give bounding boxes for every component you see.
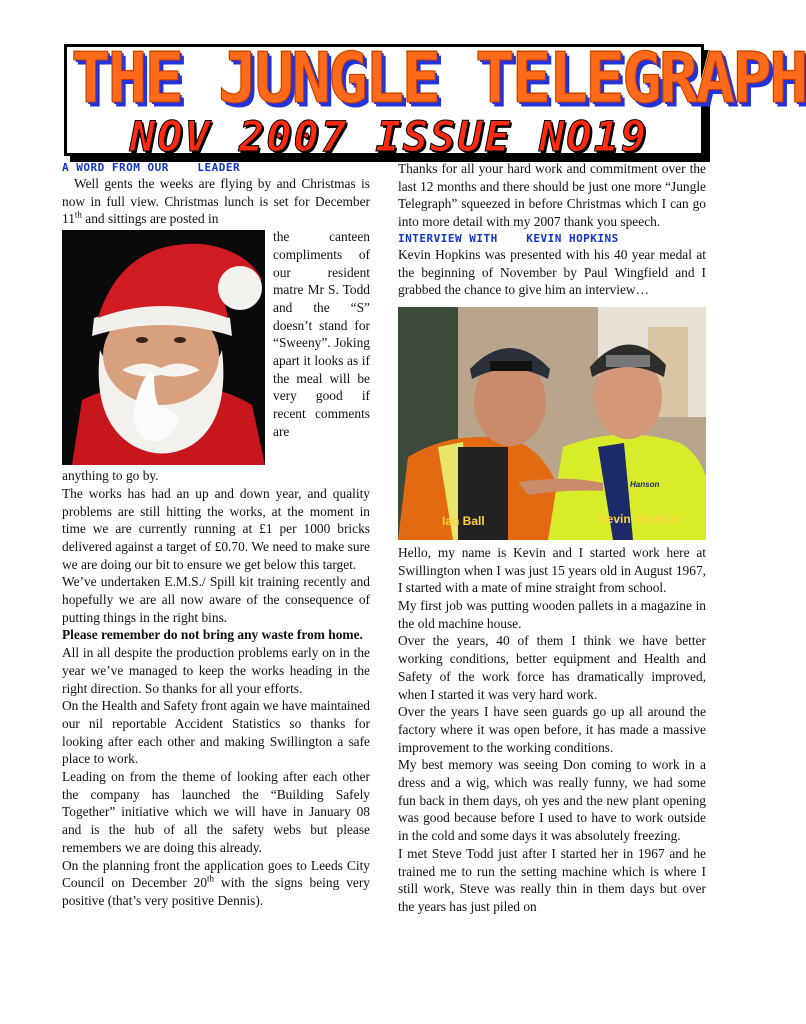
thanks-paragraph: Thanks for all your hard work and commitment over the last 12 months and there should be just one more “Jungle Telegraph” squeezed in before Christmas which I can go into more detail with my 2007 thank you speech.	[398, 161, 706, 230]
leader-heading: A WORD FROM OUR LEADER	[62, 161, 241, 174]
leader-wrap-text: the canteen compliments of our resident matre Mr S. Todd and the “S” doesn’t stand for “Sweeny”. Joking apart it looks as if the meal will be very good if recent comments are	[273, 229, 370, 439]
leader-intro	[62, 175, 370, 228]
interview-photo	[398, 307, 706, 540]
leader-after-image: anything to go by.	[62, 468, 159, 484]
waste-notice: Please remember do not bring any waste from home.	[62, 627, 363, 643]
left-column	[62, 160, 370, 910]
right-column	[398, 160, 706, 916]
planning-sup: th	[207, 873, 215, 884]
leader-paragraph: Leading on from the theme of looking after each other the company has launched the “Building Safely Together” initiative which we will have in January 08 and is the hub of all the safety webs but please remembers we are doing this already.	[62, 769, 370, 855]
planning-paragraph	[62, 857, 370, 910]
leader-intro-tail: and sittings are posted in	[81, 211, 219, 227]
photo-label-right: Kevin Hopkins	[598, 511, 682, 526]
leader-paragraph: All in all despite the production problems early on in the year we’ve managed to keep the works heading in the right direction. So thanks for all your efforts.	[62, 645, 370, 696]
masthead	[64, 38, 806, 161]
leader-paragraph: We’ve undertaken E.M.S./ Spill kit training recently and hopefully we are all now aware of the consequence of putting things in the right bins.	[62, 574, 370, 625]
interview-paragraph: Hello, my name is Kevin and I started work here at Swillington when I was just 15 years old in August 1967, I started with a mate of mine straight from school.	[398, 544, 706, 596]
interview-paragraph: I met Steve Todd just after I started her in 1967 and he trained me to run the setting machine which is where I still work, Steve was really thin in them days but over the years has just piled on	[398, 845, 706, 914]
leader-intro-text: Well gents the weeks are flying by and Christmas is now in full view. Christmas lunch is set for December 11	[62, 176, 370, 227]
santa-photo	[62, 230, 265, 465]
leader-paragraph: The works has had an up and down year, and quality problems are still hitting the works, at the moment in time we are currently running at £1 per 1000 bricks delivered against a target of £0.70. We need to make sure we are doing our bit to ensure we get below this target.	[62, 485, 370, 572]
newsletter-title: THE JUNGLE TELEGRAPH	[71, 38, 806, 119]
interview-heading: INTERVIEW WITH KEVIN HOPKINS	[398, 231, 619, 245]
interview-paragraph: My best memory was seeing Don coming to work in a dress and a wig, which was really funny, we had some fun back in them days, oh yes and the new plant opening was good because before I used to have to work outside in the cold and some days it was absolutely freezing.	[398, 757, 706, 844]
planning-text: On the planning front the application goes to Leeds City Council on December 20	[62, 857, 370, 891]
interview-paragraph: Over the years, 40 of them I think we have better working conditions, better equipment and Health and Safety of the work force has dramatically improved, when I started it was very hard work.	[398, 633, 706, 702]
leader-paragraph: On the Health and Safety front again we have maintained our nil reportable Accident Statistics so thanks for looking after each other and making Swillington a safe place to work.	[62, 698, 370, 767]
interview-paragraph: My first job was putting wooden pallets in a magazine in the old machine house.	[398, 598, 706, 631]
leader-intro-sup: th	[74, 209, 82, 220]
issue-line: NOV 2007 ISSUE NO19	[129, 112, 649, 161]
interview-paragraph: Over the years I have seen guards go up all around the factory where it was open before, it has made a massive improvement to the working conditions.	[398, 704, 706, 755]
interview-intro: Kevin Hopkins was presented with his 40 year medal at the beginning of November by Paul Wingfield and I grabbed the chance to give him an interview…	[398, 246, 706, 298]
planning-tail: with the signs being very positive (that’s very positive Dennis).	[62, 875, 370, 908]
photo-label-left: Ian Ball	[442, 513, 485, 528]
vest-logo: Hanson	[630, 479, 660, 489]
